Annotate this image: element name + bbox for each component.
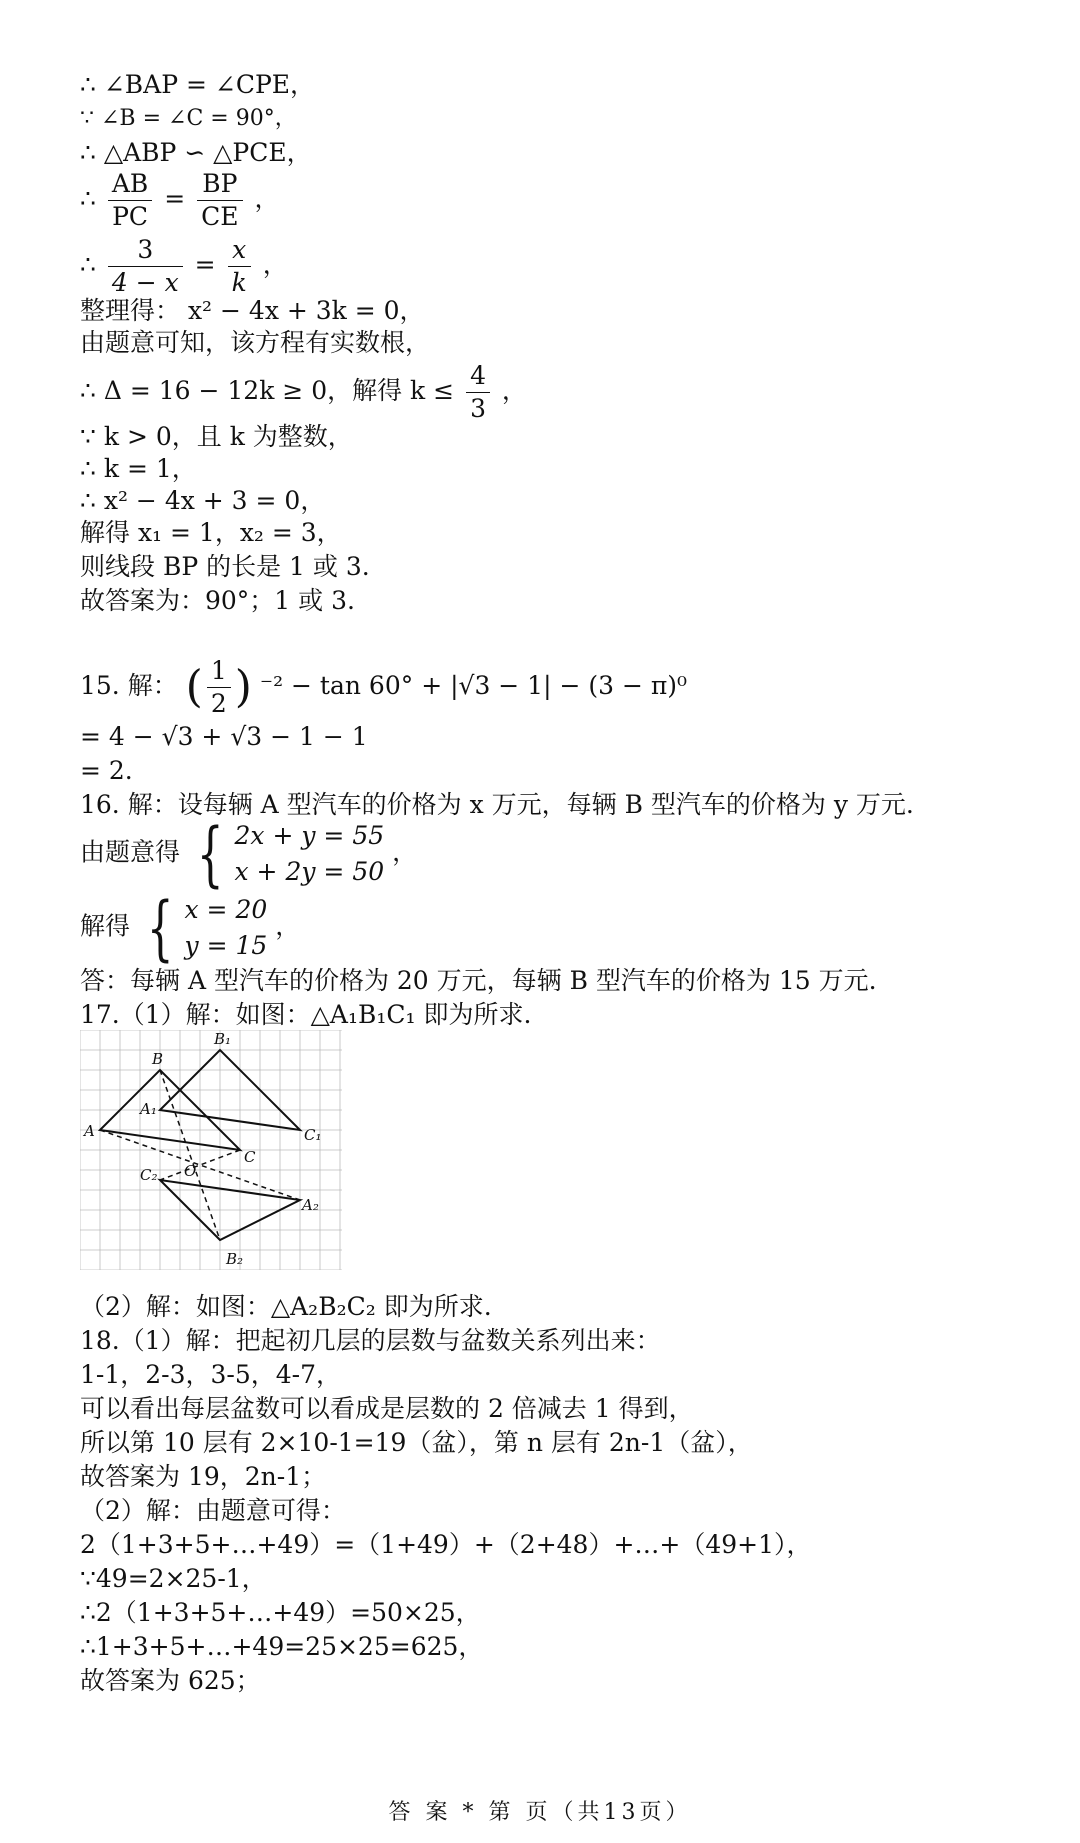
equals-sign: = <box>194 250 216 279</box>
brace-symbol: { <box>196 813 224 895</box>
label-b1: B₁ <box>214 1030 232 1048</box>
line-15-step-1: = 4 − √3 + √3 − 1 − 1 <box>80 722 368 751</box>
page-footer: 答 案 * 第 页（共13页） <box>388 1800 692 1825</box>
point-labels <box>82 1030 322 1268</box>
fraction-bp-ce <box>197 168 242 233</box>
left-paren: ( <box>185 661 203 713</box>
triangle-grid-diagram <box>80 1030 342 1270</box>
fraction-x-over-k <box>228 234 251 299</box>
solution-x: x = 20 <box>184 895 268 924</box>
line-right-angles: ∵ ∠B = ∠C = 90°， <box>80 106 297 131</box>
grid-figure <box>80 1030 342 1270</box>
equation-2: x + 2y = 50 <box>234 857 385 886</box>
label-b2: B₂ <box>226 1250 244 1268</box>
therefore-symbol: ∴ <box>80 184 96 213</box>
line-double-sum: ∴2（1+3+5+…+49）=50×25， <box>80 1598 481 1627</box>
expression-rest: ⁻² − tan 60° + |√3 − 1| − (3 − π)⁰ <box>259 671 688 700</box>
line-problem-16: 16. 解：设每辆 A 型汽车的价格为 x 万元，每辆 B 型汽车的价格为 y 万元. <box>80 790 914 819</box>
label-c2: C₂ <box>140 1166 158 1184</box>
denominator: 4 − x <box>111 268 179 297</box>
label-o: O <box>184 1162 197 1180</box>
label-a1: A₁ <box>140 1100 157 1118</box>
fraction-3-over-4-x <box>108 234 183 299</box>
line-answer-16: 答：每辆 A 型汽车的价格为 20 万元，每辆 B 型汽车的价格为 15 万元. <box>80 966 877 995</box>
line-sum-pairing: 2（1+3+5+…+49）=（1+49）+（2+48）+…+（49+1）， <box>80 1530 812 1559</box>
comma: ， <box>392 837 418 867</box>
solution-y: y = 15 <box>184 931 268 960</box>
solution-list <box>185 892 268 964</box>
solution-system <box>138 887 268 969</box>
line-problem-17-1: 17.（1）解：如图：△A₁B₁C₁ 即为所求. <box>80 1000 532 1029</box>
line-pattern: 可以看出每层盆数可以看成是层数的 2 倍减去 1 得到， <box>80 1394 694 1423</box>
numerator: 4 <box>466 360 490 393</box>
denominator: 3 <box>470 394 486 423</box>
numerator: x <box>228 234 251 267</box>
problem-15-label: 15. 解： <box>80 671 178 700</box>
discriminant-text: ∴ Δ = 16 − 12k ≥ 0，解得 k ≤ <box>80 376 455 405</box>
right-paren: ) <box>234 661 252 713</box>
solution-label: 解得 <box>80 911 131 941</box>
line-system-solution <box>80 887 301 969</box>
line-answer-14: 故答案为：90°；1 或 3. <box>80 586 355 615</box>
line-quadratic: ∴ x² − 4x + 3 = 0， <box>80 486 326 515</box>
denominator: CE <box>201 202 239 231</box>
line-discriminant <box>80 360 527 425</box>
line-ratio-2 <box>80 234 288 299</box>
line-15-result: = 2. <box>80 756 133 785</box>
numerator: 1 <box>207 655 231 688</box>
label-a: A <box>84 1122 95 1140</box>
line-system-equations <box>80 813 418 895</box>
line-problem-18-1: 18.（1）解：把起初几层的层数与盆数关系列出来： <box>80 1326 661 1355</box>
equation-system <box>188 813 385 895</box>
line-k-integer: ∵ k > 0，且 k 为整数， <box>80 422 353 451</box>
brace-symbol: { <box>146 887 174 969</box>
line-ratio-1 <box>80 168 280 233</box>
denominator: k <box>231 268 247 297</box>
comma: ， <box>262 250 288 279</box>
fraction-1-over-2 <box>207 655 231 720</box>
line-problem-17-2: （2）解：如图：△A₂B₂C₂ 即为所求. <box>80 1292 492 1321</box>
numerator: AB <box>108 168 152 201</box>
line-layer-pairs: 1-1，2-3，3-5，4-7， <box>80 1360 342 1389</box>
numerator: BP <box>197 168 242 201</box>
line-tenth-layer: 所以第 10 层有 2×10-1=19（盆），第 n 层有 2n-1（盆）， <box>80 1428 753 1457</box>
line-sum-result: ∴1+3+5+…+49=25×25=625， <box>80 1632 484 1661</box>
grid-lines <box>80 1030 342 1270</box>
line-k-equals-1: ∴ k = 1， <box>80 454 197 483</box>
equation-list <box>235 818 385 890</box>
therefore-symbol: ∴ <box>80 250 96 279</box>
comma: ， <box>501 376 527 405</box>
label-c: C <box>244 1148 256 1166</box>
equals-sign: = <box>164 184 186 213</box>
line-problem-15 <box>80 655 687 720</box>
fraction-ab-pc <box>108 168 152 233</box>
label-a2: A₂ <box>302 1196 319 1214</box>
line-answer-18-2: 故答案为 625； <box>80 1666 261 1695</box>
line-simplify: 整理得： x² − 4x + 3k = 0， <box>80 296 425 325</box>
comma: ， <box>275 911 301 941</box>
line-angle-equal: ∴ ∠BAP = ∠CPE， <box>80 70 316 99</box>
denominator: 2 <box>210 689 227 718</box>
label-c1: C₁ <box>304 1126 322 1144</box>
line-roots: 解得 x₁ = 1，x₂ = 3， <box>80 518 342 547</box>
line-real-roots: 由题意可知，该方程有实数根， <box>80 328 431 357</box>
equation-1: 2x + y = 55 <box>234 821 385 850</box>
fraction-4-over-3 <box>466 360 490 425</box>
line-answer-18-1: 故答案为 19，2n-1； <box>80 1462 327 1491</box>
numerator: 3 <box>108 234 183 267</box>
line-49-decomposition: ∵49=2×25-1， <box>80 1564 267 1593</box>
denominator: PC <box>112 202 149 231</box>
system-label: 由题意得 <box>80 837 181 867</box>
line-bp-length: 则线段 BP 的长是 1 或 3. <box>80 552 370 581</box>
line-problem-18-2: （2）解：由题意可得： <box>80 1496 346 1525</box>
comma: ， <box>254 184 280 213</box>
line-similar-triangles: ∴ △ABP ∽ △PCE， <box>80 138 312 167</box>
label-b: B <box>152 1050 164 1068</box>
